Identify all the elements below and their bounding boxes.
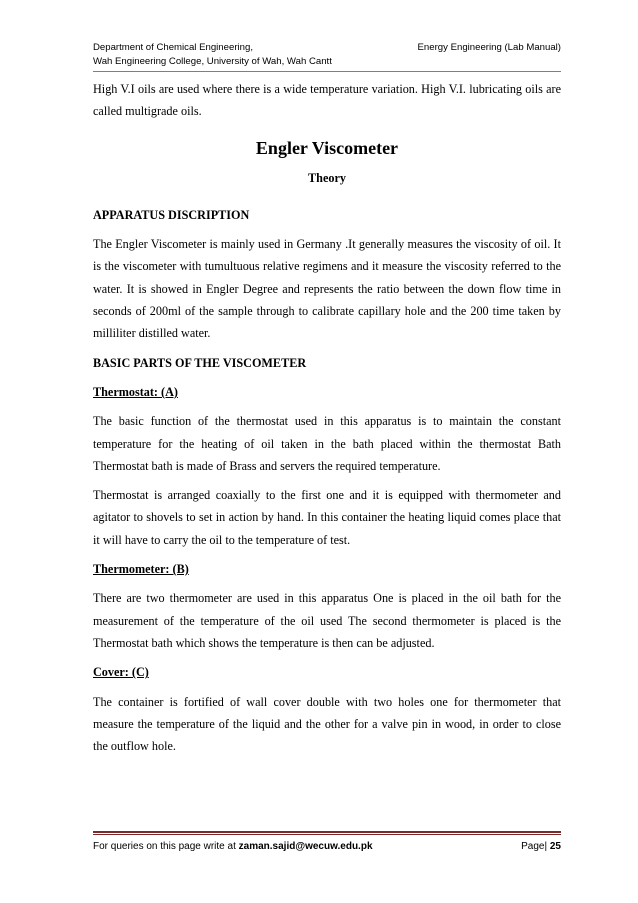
header-college: Wah Engineering College, University of Wah, Wah Cantt	[93, 56, 332, 67]
footer-email: zaman.sajid@wecuw.edu.pk	[238, 841, 373, 852]
page-number-block	[521, 840, 561, 854]
footer-query-prefix: For queries on this page write at	[93, 841, 236, 852]
page-title: Engler Viscometer	[255, 137, 399, 158]
header-department: Department of Chemical Engineering,	[93, 42, 253, 53]
page-header	[93, 41, 561, 69]
thermometer-heading: Thermometer: (B)	[93, 562, 189, 577]
thermometer-paragraph: There are two thermometer are used in this apparatus One is placed in the oil bath for the measurement of the temperature of the oil used The second thermometer is placed is the Thermostat bath which shows the temperature is then can be adjusted.	[93, 591, 561, 650]
page-number: 25	[549, 841, 561, 852]
page-separator: |	[544, 841, 548, 852]
intro-paragraph: High V.I oils are used where there is a wide temperature variation. High V.I. lubricating oils are called multigrade oils.	[93, 82, 561, 119]
footer-divider-thick	[93, 831, 561, 833]
thermostat-paragraph-2: Thermostat is arranged coaxially to the first one and it is equipped with thermometer and agitator to shovels to set in action by hand. In this container the heating liquid comes place that it will have to carry the oil to the temperature of test.	[93, 488, 561, 547]
header-manual-title: Energy Engineering (Lab Manual)	[417, 42, 561, 53]
header-divider	[93, 71, 561, 72]
footer-query	[93, 840, 373, 854]
page-subtitle: Theory	[308, 170, 346, 185]
apparatus-heading: APPARATUS DISCRIPTION	[93, 207, 250, 222]
page-label: Page	[521, 841, 545, 852]
apparatus-paragraph: The Engler Viscometer is mainly used in Germany .It generally measures the viscosity of oil. It is the viscometer with tumultuous relative regimens and it measure the viscosity referred to the water. It is showed in Engler Degree and represents the ratio between the down flow time in seconds of 200ml of the sample through to calibrate capillary hole and the 200 time taken by milliliter distilled water.	[93, 237, 561, 341]
page-footer	[93, 840, 561, 854]
cover-paragraph: The container is fortified of wall cover double with two holes one for thermometer that measure the temperature of the liquid and the other for a valve pin in wood, in order to close the outflow hole.	[93, 694, 561, 754]
basic-parts-heading: BASIC PARTS OF THE VISCOMETER	[93, 355, 307, 370]
footer-divider-thin	[93, 834, 561, 835]
cover-heading: Cover: (C)	[93, 665, 149, 680]
thermostat-heading: Thermostat: (A)	[93, 384, 178, 399]
thermostat-paragraph-1: The basic function of the thermostat used in this apparatus is to maintain the constant temperature for the heating of oil taken in the bath placed within the thermostat Bath Thermostat bath is made of Brass and servers the required temperature.	[93, 414, 561, 473]
page-content	[93, 78, 561, 757]
